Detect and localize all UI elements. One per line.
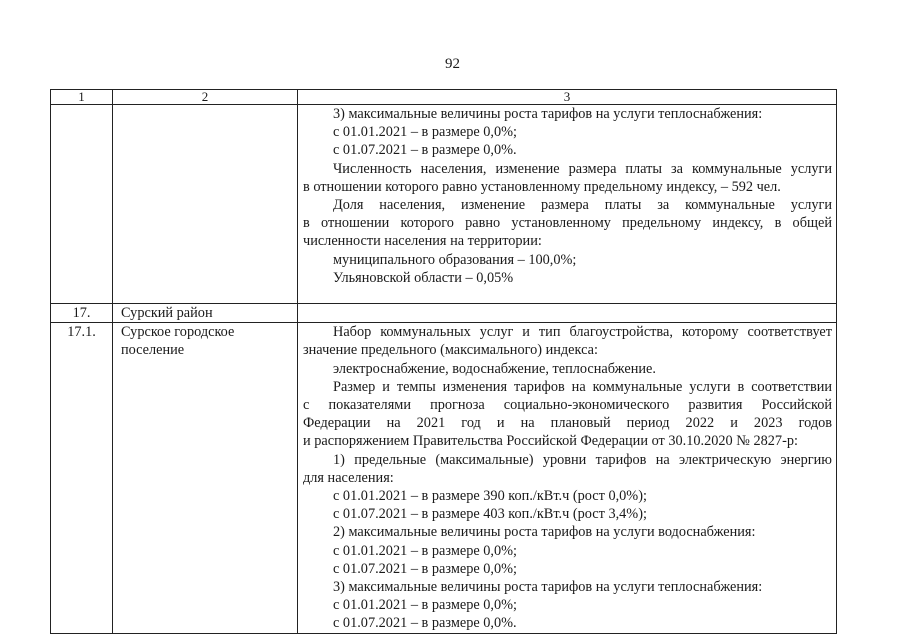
text-line: Федерации на 2021 год и на плановый период 2022 и 2023 годов bbox=[303, 415, 832, 432]
table-row bbox=[51, 304, 837, 323]
text-line: с 01.01.2021 – в размере 0,0%; bbox=[333, 124, 518, 141]
text-line: 3) максимальные величины роста тарифов на услуги теплоснабжения: bbox=[333, 579, 763, 596]
row-number-cell: 17. bbox=[51, 304, 113, 323]
table-row bbox=[51, 105, 837, 304]
text-line: с 01.01.2021 – в размере 390 коп./кВт.ч (рост 0,0%); bbox=[333, 488, 647, 505]
row-number-cell bbox=[51, 105, 113, 304]
text-line: Ульяновской области – 0,05% bbox=[333, 269, 514, 286]
text-line: с 01.07.2021 – в размере 403 коп./кВт.ч (рост 3,4%); bbox=[333, 506, 647, 523]
row-content-cell bbox=[298, 304, 837, 323]
row-name-cell: Сурский район bbox=[113, 304, 298, 323]
text-line: с показателями прогноза социально-экономического развития Российской bbox=[303, 397, 832, 414]
page-number: 92 bbox=[445, 56, 460, 72]
text-line: для населения: bbox=[303, 469, 394, 486]
text-line: Доля населения, изменение размера платы за коммунальные услуги bbox=[333, 197, 832, 214]
row-name-cell: Сурское городское поселение bbox=[113, 323, 298, 633]
table-header-row bbox=[51, 90, 837, 105]
text-line: в отношении которого равно установленному предельному индексу, в общей bbox=[303, 215, 832, 232]
row-content-cell bbox=[298, 323, 837, 633]
text-line: 1) предельные (максимальные) уровни тарифов на электрическую энергию bbox=[333, 451, 832, 468]
text-line: Численность населения, изменение размера платы за коммунальные услуги bbox=[333, 160, 832, 177]
text-line: с 01.01.2021 – в размере 0,0%; bbox=[333, 597, 518, 614]
text-line: Набор коммунальных услуг и тип благоустройства, которому соответствует bbox=[333, 324, 832, 341]
tariff-table bbox=[50, 89, 837, 634]
text-line: и распоряжением Правительства Российской Федерации от 30.10.2020 № 2827-р: bbox=[303, 433, 798, 450]
column-header-2: 2 bbox=[113, 90, 298, 105]
text-line: муниципального образования – 100,0%; bbox=[333, 251, 577, 268]
text-line: электроснабжение, водоснабжение, теплоснабжение. bbox=[333, 360, 656, 377]
row-name-cell bbox=[113, 105, 298, 304]
row-content-cell bbox=[298, 105, 837, 304]
text-line: с 01.07.2021 – в размере 0,0%; bbox=[333, 560, 518, 577]
row-number-cell: 17.1. bbox=[51, 323, 113, 633]
text-line: 2) максимальные величины роста тарифов на услуги водоснабжения: bbox=[333, 524, 756, 541]
column-header-3: 3 bbox=[298, 90, 837, 105]
table-row bbox=[51, 323, 837, 633]
text-line: значение предельного (максимального) индекса: bbox=[303, 342, 598, 359]
column-header-1: 1 bbox=[51, 90, 113, 105]
text-line: с 01.07.2021 – в размере 0,0%. bbox=[333, 615, 517, 632]
text-line: в отношении которого равно установленному предельному индексу, – 592 чел. bbox=[303, 178, 781, 195]
text-line: с 01.01.2021 – в размере 0,0%; bbox=[333, 542, 518, 559]
text-line: 3) максимальные величины роста тарифов на услуги теплоснабжения: bbox=[333, 106, 763, 122]
text-line: Размер и темпы изменения тарифов на коммунальные услуги в соответствии bbox=[333, 378, 832, 395]
text-line: с 01.07.2021 – в размере 0,0%. bbox=[333, 142, 517, 159]
text-line: численности населения на территории: bbox=[303, 233, 542, 250]
